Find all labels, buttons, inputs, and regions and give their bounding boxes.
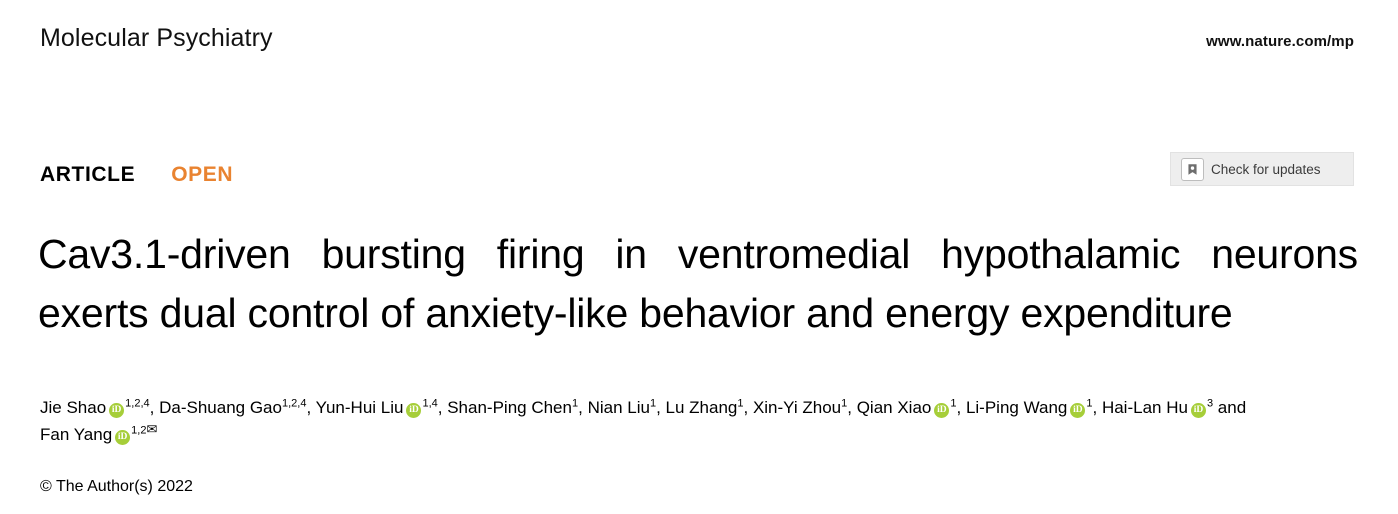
orcid-icon[interactable]: iD bbox=[1070, 403, 1085, 418]
author-affiliation-marker: 1 bbox=[841, 397, 848, 410]
author-affiliation-marker: 1,2 bbox=[131, 424, 147, 437]
author-entry bbox=[1102, 398, 1213, 417]
author-list: Jie Shao iD$^{1,2,4}$, Da-Shuang Gao$^{1,2,4}$, Yun-Hui Liu iD$^{1,4}$, Shan-Ping Chen$^1$, Nian Liu$^1$, Lu Zhang$^1$, Xin-Yi Zhou$^1$, Qian Xiao $iD^1$, Li-Ping Wang $iD^1$, Hai-Lan Hu $iD^3$ and Fan Yang $iD^{1,2✉}$ bbox=[40, 397, 1247, 444]
author-affiliation-marker: 1,2,4 bbox=[281, 397, 307, 410]
copyright-line: © The Author(s) 2022 bbox=[40, 478, 193, 495]
author-name: Li-Ping Wang bbox=[965, 398, 1068, 417]
author-entry bbox=[966, 398, 1093, 417]
check-for-updates-badge[interactable] bbox=[1170, 152, 1354, 186]
orcid-icon[interactable]: iD bbox=[109, 403, 124, 418]
orcid-icon[interactable]: iD bbox=[934, 403, 949, 418]
article-type-row bbox=[40, 163, 233, 187]
author-entry bbox=[857, 398, 957, 417]
author-entry bbox=[447, 398, 578, 417]
open-access-label: OPEN bbox=[171, 163, 234, 186]
author-name: Da-Shuang Gao bbox=[159, 398, 282, 417]
orcid-icon[interactable]: iD bbox=[406, 403, 421, 418]
crossmark-icon bbox=[1181, 158, 1204, 181]
author-entry bbox=[316, 398, 438, 417]
page-title: Cav3.1-driven bursting firing in ventromedial hypothalamic neurons exerts dual control of anxiety-like behavior and energy expenditure bbox=[38, 231, 1358, 337]
author-entry bbox=[753, 398, 847, 417]
author-name: Fan Yang bbox=[40, 425, 113, 444]
check-for-updates-label: Check for updates bbox=[1211, 161, 1321, 177]
author-affiliation-marker: 1 bbox=[649, 397, 657, 410]
author-entry bbox=[666, 398, 744, 417]
author-name: Nian Liu bbox=[587, 398, 650, 417]
author-affiliation-marker: 1 bbox=[571, 397, 579, 410]
author-name: Hai-Lan Hu bbox=[1101, 398, 1188, 417]
author-affiliation-marker: 1 bbox=[737, 397, 744, 410]
author-entry bbox=[40, 398, 150, 417]
orcid-icon[interactable]: iD bbox=[115, 430, 130, 445]
author-affiliation-marker: 3 bbox=[1206, 397, 1214, 410]
orcid-icon[interactable]: iD bbox=[1191, 403, 1206, 418]
author-affiliation-marker: 1 bbox=[1086, 397, 1093, 410]
journal-name: Molecular Psychiatry bbox=[40, 24, 273, 52]
running-head bbox=[40, 24, 1354, 58]
author-name: Qian Xiao bbox=[856, 398, 932, 417]
author-affiliation-marker: 1,2,4 bbox=[125, 397, 150, 410]
author-name: Lu Zhang bbox=[665, 398, 738, 417]
author-entry bbox=[40, 421, 158, 444]
author-affiliation-marker: 1,4 bbox=[422, 397, 438, 410]
author-entry bbox=[588, 398, 657, 417]
author-name: Jie Shao bbox=[40, 398, 107, 417]
journal-url[interactable]: www.nature.com/mp bbox=[1206, 33, 1354, 50]
author-name: Shan-Ping Chen bbox=[447, 398, 572, 417]
author-name: Xin-Yi Zhou bbox=[752, 398, 842, 417]
author-affiliation-marker: 1 bbox=[950, 397, 957, 410]
corresponding-author-icon[interactable]: ✉ bbox=[146, 421, 158, 437]
author-entry bbox=[159, 398, 306, 417]
author-name: Yun-Hui Liu bbox=[315, 398, 404, 417]
article-type-label: ARTICLE bbox=[40, 163, 136, 186]
